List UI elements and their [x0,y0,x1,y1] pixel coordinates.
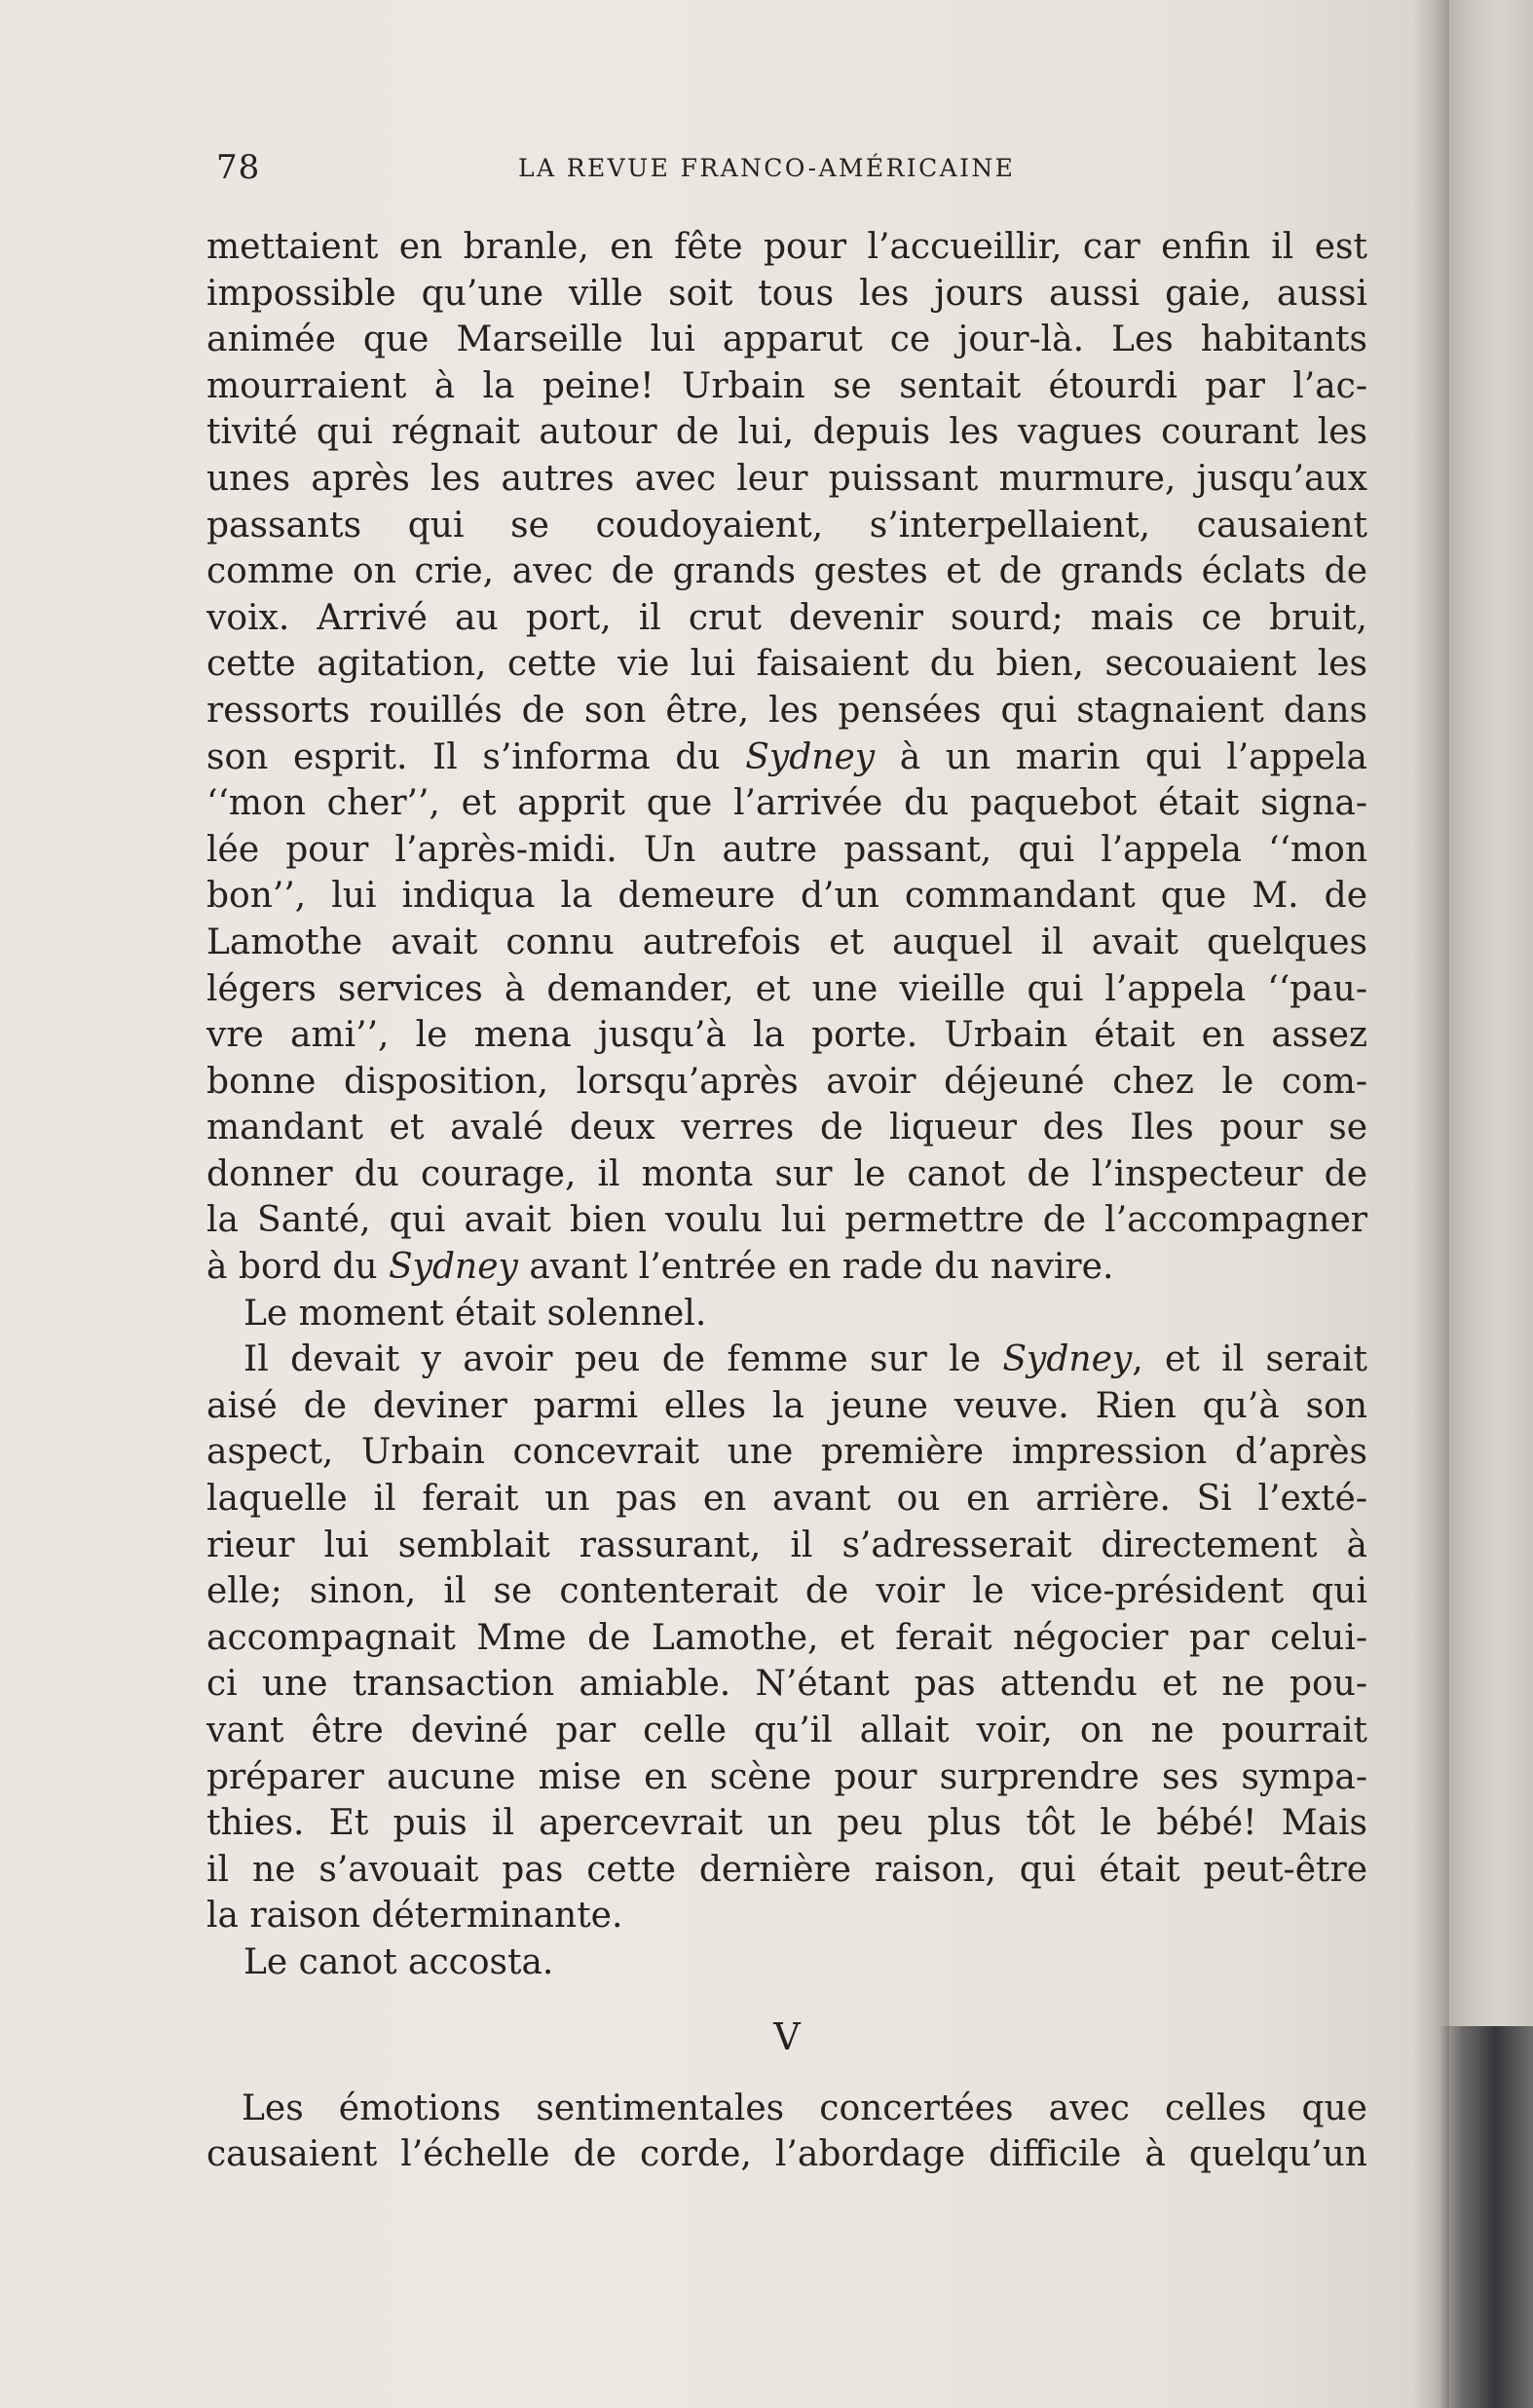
text-line: mandant et avalé deux verres de liqueur des Iles pour se [206,1108,1367,1148]
section-heading: V [773,2014,801,2058]
text-line: vant être deviné par celle qu’il allait voir, on ne pourrait [206,1711,1367,1750]
text-line: la Santé, qui avait bien voulu lui permettre de l’accompagner [206,1200,1367,1241]
text-line [206,1244,1367,1291]
text-line: ‘‘mon cher’’, et apprit que l’arrivée du paquebot était signa- [206,783,1367,824]
text-line: thies. Et puis il apercevrait un peu plus tôt le bébé! Mais [206,1803,1367,1844]
text-line: impossible qu’une ville soit tous les jours aussi gaie, aussi [206,273,1367,314]
paragraph-first-line [206,1336,1367,1383]
text-line: passants qui se coudoyaient, s’interpellaient, causaient [206,505,1367,546]
text-line: tivité qui régnait autour de lui, depuis les vagues courant les [206,412,1367,453]
text-line: animée que Marseille lui apparut ce jour-là. Les habitants [206,320,1367,360]
running-head: LA REVUE FRANCO-AMÉRICAINE [518,154,1016,182]
text-line: lée pour l’après-midi. Un autre passant, qui l’appela ‘‘mon [206,829,1367,870]
paragraph-first-line: Les émotions sentimentales concertées avec celles que [242,2088,1367,2128]
text-line: Lamothe avait connu autrefois et auquel il avait quelques [206,922,1367,962]
text-line [206,734,1367,781]
text-line: donner du courage, il monta sur le canot de l’inspecteur de [206,1153,1367,1194]
text-line: légers services à demander, et une vieille qui l’appela ‘‘pau- [206,968,1367,1009]
text-line: rieur lui semblait rassurant, il s’adresserait directement à [206,1524,1367,1565]
text-line: elle; sinon, il se contenterait de voir le vice-président qui [206,1571,1367,1612]
binding-shadow [1440,2026,1533,2408]
text-run: avant l’entrée en rade du navire. [517,1247,1114,1288]
text-line: aisé de deviner parmi elles la jeune veuve. Rien qu’à son [206,1385,1367,1426]
paragraph-first-line: Le canot accosta. [243,1941,554,1982]
text-line: aspect, Urbain concevrait une première impression d’après [206,1432,1367,1473]
text-run: , et il serait [1132,1339,1367,1380]
text-line: ressorts rouillés de son être, les pensées qui stagnaient dans [206,690,1367,731]
text-line: mourraient à la peine! Urbain se sentait étourdi par l’ac- [206,365,1367,406]
ship-name: Sydney [1002,1339,1133,1380]
text-run: Il devait y avoir peu de femme sur le [243,1339,1003,1380]
text-run: son esprit. Il s’informa du [206,736,746,777]
text-line: cette agitation, cette vie lui faisaient du bien, secouaient les [206,644,1367,685]
ship-name: Sydney [389,1247,518,1288]
text-line: bonne disposition, lorsqu’après avoir déjeuné chez le com- [206,1061,1367,1102]
text-line: ci une transaction amiable. N’étant pas attendu et ne pou- [206,1664,1367,1705]
ship-name: Sydney [745,736,876,777]
text-run: à bord du [206,1247,389,1288]
page-header [216,148,1365,197]
paragraph-first-line: Le moment était solennel. [243,1293,707,1334]
text-line: mettaient en branle, en fête pour l’accueillir, car enfin il est [206,227,1367,267]
page-number: 78 [216,148,261,187]
text-line: comme on crie, avec de grands gestes et de grands éclats de [206,551,1367,592]
text-line: la raison déterminante. [206,1896,623,1937]
body-text [206,224,1367,2178]
text-line: voix. Arrivé au port, il crut devenir sourd; mais ce bruit, [206,597,1367,638]
text-line: bon’’, lui indiqua la demeure d’un commandant que M. de [206,876,1367,917]
text-run: à un marin qui l’appela [875,736,1368,777]
text-line: laquelle il ferait un pas en avant ou en arrière. Si l’exté- [206,1479,1367,1520]
text-line: préparer aucune mise en scène pour surprendre ses sympa- [206,1756,1367,1797]
text-line: il ne s’avouait pas cette dernière raison, qui était peut-être [206,1849,1367,1890]
text-line: causaient l’échelle de corde, l’abordage difficile à quelqu’un [206,2134,1367,2175]
text-line: unes après les autres avec leur puissant murmure, jusqu’aux [206,458,1367,499]
text-line: accompagnait Mme de Lamothe, et ferait négocier par celui- [206,1617,1367,1658]
text-line: vre ami’’, le mena jusqu’à la porte. Urbain était en assez [206,1015,1367,1056]
